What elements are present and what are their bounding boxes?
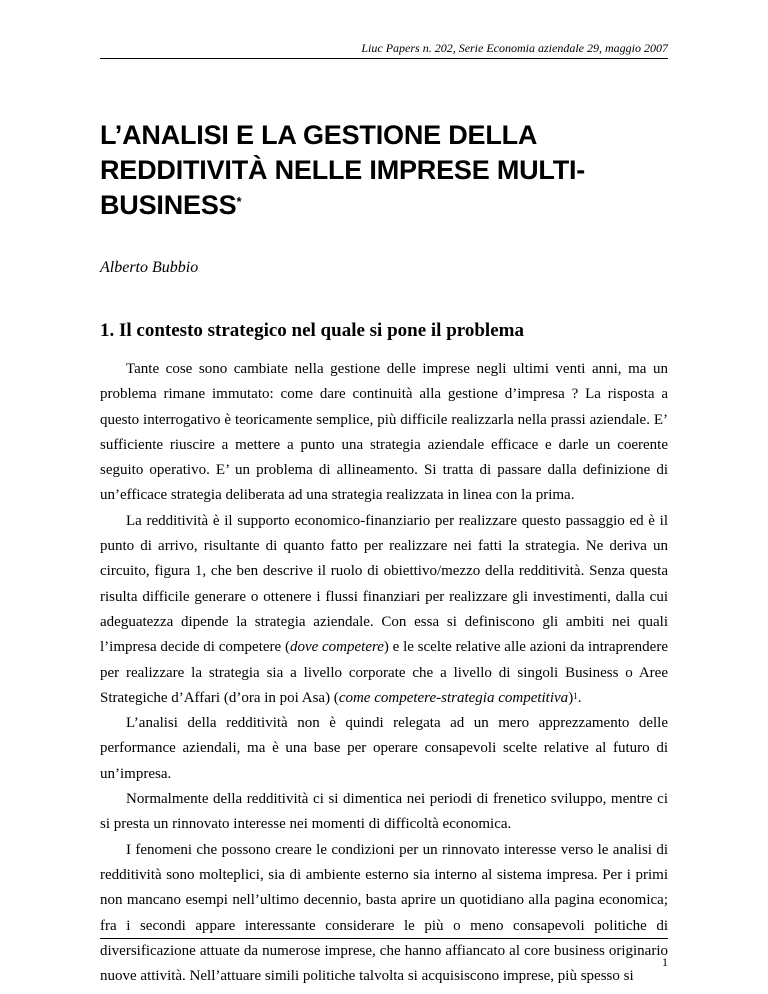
paragraph-5: I fenomeni che possono creare le condizioni per un rinnovato interesse verso le analisi di redditività sono molteplici, sia di ambiente esterno sia interno al sistema impresa. Per i primi non mancano esempi nell’ultimo decennio, basta aprire un quotidiano alla pagina economica; fra i secondi appare interessante considerare le più o meno consapevoli politiche di diversificazione attuate da numerose imprese, che hanno affiancato al core business originario nuove attività. Nell’attuare simili politiche talvolta si acquisiscono imprese, più spesso si — [100, 841, 668, 985]
page-number: 1 — [662, 955, 668, 969]
paragraph-2-end: . — [577, 689, 582, 706]
paragraph-2 — [100, 509, 668, 711]
emphasis-come-competere: come competere-strategia competitiva — [338, 689, 569, 706]
footnote-mark-1[interactable]: 1 — [573, 690, 578, 701]
header-rule — [100, 58, 668, 59]
paragraph-1: Tante cose sono cambiate nella gestione delle imprese negli ultimi venti anni, ma un problema rimane immutato: come dare continuità alla gestione d’impresa ? La risposta a questo interrogativo è teoricamente semplice, più difficile realizzarla nella prassi aziendale. E’ sufficiente riuscire a mettere a punto una strategia aziendale efficace e darle un coerente seguito operativo. E’ un problema di allineamento. Si tratta di passare dalla definizione di un’efficace strategia deliberata ad una strategia realizzata in linea con la prima. — [100, 361, 668, 504]
paragraph-2-part-c: ) — [568, 689, 574, 706]
paragraph-4: Normalmente della redditività ci si dimentica nei periodi di frenetico sviluppo, mentre ci si presta un rinnovato interesse nei momenti di difficoltà economica. — [100, 791, 668, 833]
body-text — [100, 357, 668, 989]
title-footnote-mark[interactable]: * — [236, 194, 242, 209]
paper-title — [100, 118, 660, 223]
paragraph-2-part-a: La redditività è il supporto economico-finanziario per realizzare questo passaggio ed è il punto di arrivo, risultante di quanto fatto per realizzare nei fatti la strategia. Ne deriva un circuito, figura 1, che ben descrive il ruolo di obiettivo/mezzo della redditività. Senza questa risulta difficile generare o ottenere i flussi finanziari per realizzare gli investimenti, dalla cui adeguatezza dipende la strategia aziendale. Con essa si definiscono gli ambiti nei quali l’impresa decide di competere ( — [100, 512, 668, 656]
section-heading: 1. Il contesto strategico nel quale si pone il problema — [100, 320, 524, 341]
author-name: Alberto Bubbio — [100, 259, 199, 276]
paper-title-text: L’ANALISI E LA GESTIONE DELLA REDDITIVITÀ NELLE IMPRESE MULTI-BUSINESS — [100, 120, 586, 220]
running-header: Liuc Papers n. 202, Serie Economia aziendale 29, maggio 2007 — [361, 41, 668, 55]
emphasis-dove-competere: dove competere — [289, 639, 384, 656]
footer-rule — [100, 938, 668, 939]
paragraph-2-part-b: ) e le scelte relative alle azioni da intraprendere per realizzare la strategia sia a livello corporate che a livello di singoli Business o Aree Strategiche d’Affari (d’ora in poi Asa) ( — [100, 639, 668, 706]
paragraph-3: L’analisi della redditività non è quindi relegata ad un mero apprezzamento delle performance aziendali, ma è una base per operare consapevoli scelte relative al futuro di un’impresa. — [100, 715, 668, 782]
